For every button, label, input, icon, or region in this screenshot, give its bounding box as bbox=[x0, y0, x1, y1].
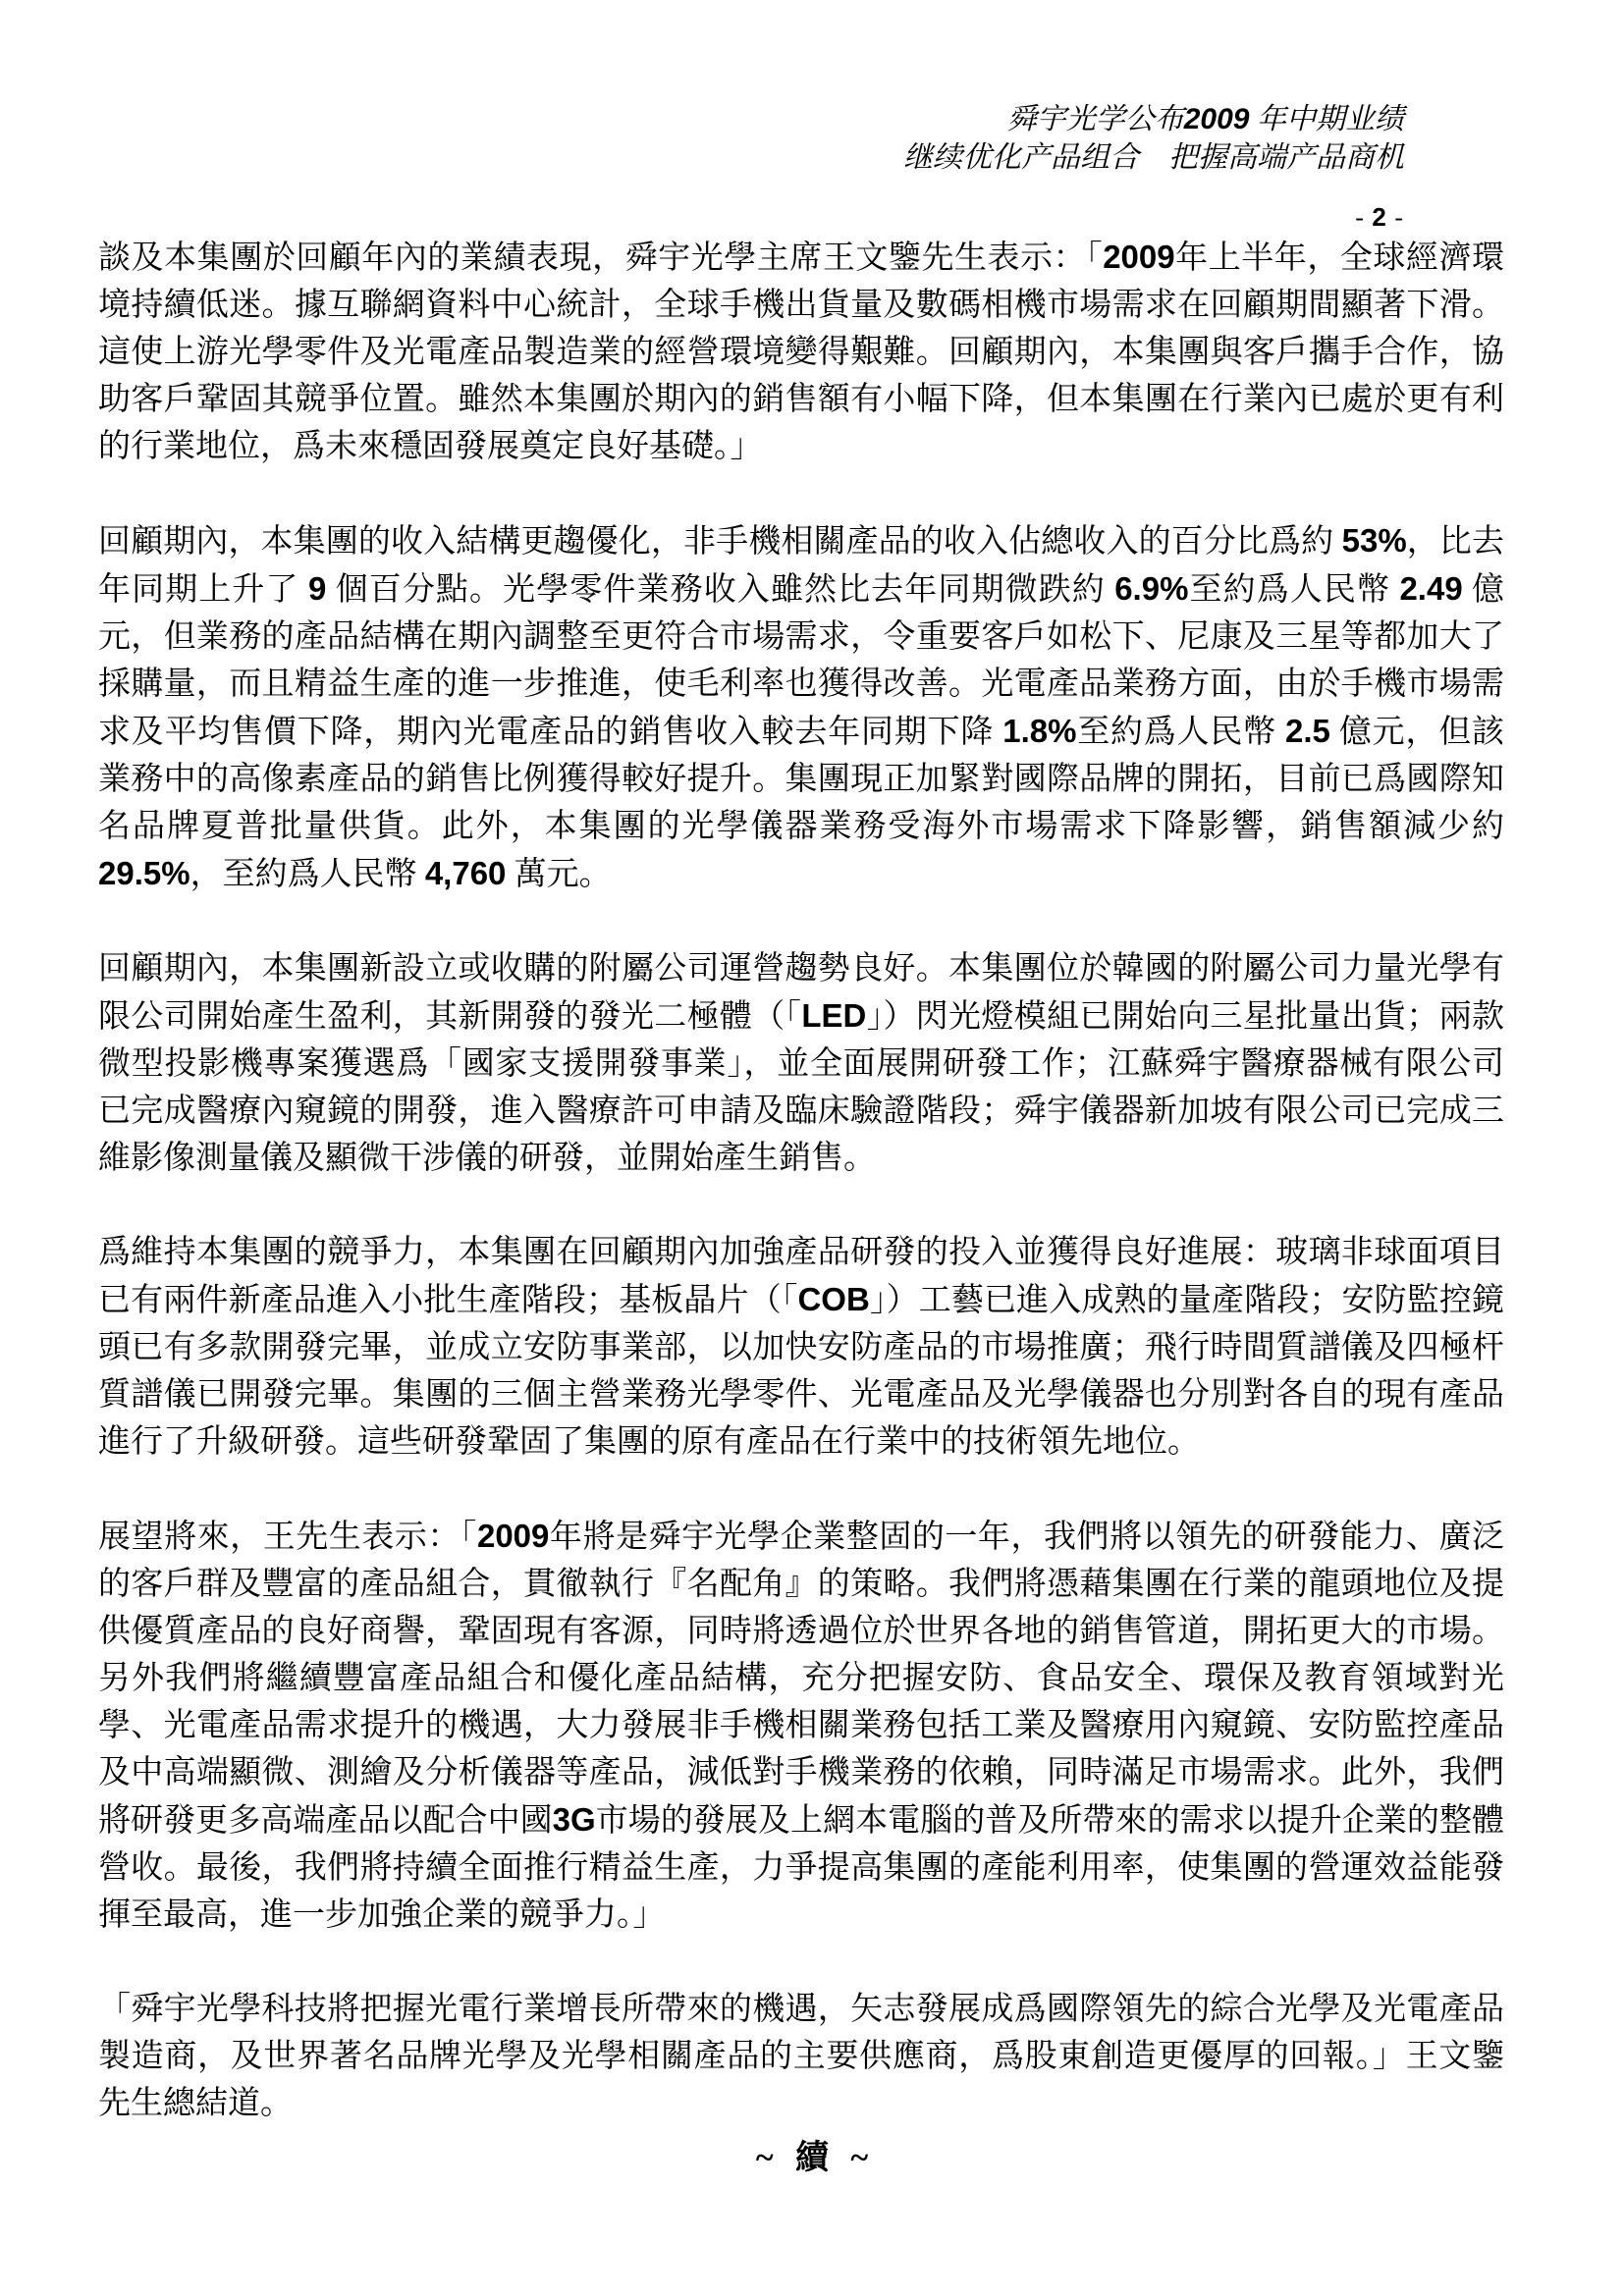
header-title-line2: 继续优化产品组合 把握高端产品商机 bbox=[903, 141, 1404, 174]
latin-text: 3G bbox=[552, 1801, 596, 1838]
latin-text: 2.49 bbox=[1399, 570, 1463, 607]
latin-text: 53% bbox=[1341, 522, 1407, 559]
header-title-line1: 舜宇光学公布2009 年中期业绩 bbox=[1006, 103, 1404, 135]
latin-text: 2009 bbox=[476, 1518, 550, 1554]
latin-text: 2009 bbox=[1103, 239, 1175, 275]
latin-text: 9 bbox=[307, 570, 327, 607]
latin-text: 1.8% bbox=[1002, 713, 1077, 749]
paragraph: 「舜宇光學科技將把握光電行業增長所帶來的機遇，矢志發展成爲國際領先的綜合光學及光電產品製造商，及世界著名品牌光學及光學相關產品的主要供應商，爲股東創造更優厚的回報。」王文鑒先生總結道。 bbox=[98, 1992, 1504, 2121]
paragraph: 回顧期內，本集團新設立或收購的附屬公司運營趨勢良好。本集團位於韓國的附屬公司力量光學有限公司開始產生盈利，其新開發的發光二極體（「LED」）閃光燈模組已開始向三星批量出貨；兩款微型投影機專案獲選爲「國家支援開發事業」，並全面展開研發工作；江蘇舜宇醫療器械有限公司已完成醫療內窺鏡的開發，進入醫療許可申請及臨床驗證階段；舜宇儀器新加坡有限公司已完成三維影像測量儀及顯微干涉儀的研發，並開始產生銷售。 bbox=[98, 951, 1505, 1176]
page-number: - 2 - bbox=[1355, 202, 1404, 232]
latin-text: 2009 bbox=[1183, 103, 1250, 135]
latin-text: 2.5 bbox=[1284, 713, 1330, 749]
paragraph: 談及本集團於回顧年內的業績表現，舜宇光學主席王文鑒先生表示：「2009年上半年，全球經濟環境持續低迷。據互聯網資料中心統計，全球手機出貨量及數碼相機市場需求在回顧期間顯著下滑。這使上游光學零件及光電產品製造業的經營環境變得艱難。回顧期內，本集團與客戶攜手合作，協助客戶鞏固其競爭位置。雖然本集團於期內的銷售額有小幅下降，但本集團在行業內已處於更有利的行業地位，爲未來穩固發展奠定良好基礎。」 bbox=[98, 239, 1505, 464]
paragraph: 回顧期內，本集團的收入結構更趨優化，非手機相關產品的收入佔總收入的百分比爲約 53%，比去年同期上升了 9 個百分點。光學零件業務收入雖然比去年同期微跌約 6.9%至約爲人民幣 2.49 億元，但業務的產品結構在期內調整至更符合市場需求，令重要客戶如松下、尼康及三星等都加大了採購量，而且精益生產的進一步推進，使毛利率也獲得改善。光電產品業務方面，由於手機市場需求及平均售價下降，期內光電產品的銷售收入較去年同期下降 1.8%至約爲人民幣 2.5 億元，但該業務中的高像素產品的銷售比例獲得較好提升。集團現正加緊對國際品牌的開拓，目前已爲國際知名品牌夏普批量供貨。此外，本集團的光學儀器業務受海外市場需求下降影響，銷售額減少約 29.5%，至約爲人民幣 4,760 萬元。 bbox=[98, 522, 1505, 892]
paragraph: 爲維持本集團的競爭力，本集團在回顧期內加強產品研發的投入並獲得良好進展：玻璃非球面項目已有兩件新產品進入小批生產階段；基板晶片（「COB」）工藝已進入成熟的量產階段；安防監控鏡頭已有多款開發完畢，並成立安防事業部，以加快安防產品的市場推廣；飛行時間質譜儀及四極杆質譜儀已開發完畢。集團的三個主營業務光學零件、光電產品及光學儀器也分別對各自的現有產品進行了升級研發。這些研發鞏固了集團的原有產品在行業中的技術領先地位。 bbox=[98, 1235, 1505, 1460]
footer-continued-marker: ~ 續 ~ bbox=[755, 2140, 869, 2176]
latin-text: 4,760 bbox=[424, 855, 507, 891]
latin-text: LED bbox=[801, 997, 867, 1034]
latin-text: COB bbox=[797, 1281, 870, 1317]
paragraph: 展望將來，王先生表示：「2009年將是舜宇光學企業整固的一年，我們將以領先的研發能力、廣泛的客戶群及豐富的產品組合，貫徹執行『名配角』的策略。我們將憑藉集團在行業的龍頭地位及提供優質產品的良好商譽，鞏固現有客源，同時將透過位於世界各地的銷售管道，開拓更大的市場。另外我們將繼續豐富產品組合和優化產品結構，充分把握安防、食品安全、環保及教育領域對光學、光電產品需求提升的機遇，大力發展非手機相關業務包括工業及醫療用內窺鏡、安防監控產品及中高端顯微、測繪及分析儀器等產品，減低對手機業務的依賴，同時滿足市場需求。此外，我們將研發更多高端產品以配合中國3G市場的發展及上網本電腦的普及所帶來的需求以提升企業的整體營收。最後，我們將持續全面推行精益生產，力爭提高集團的產能利用率，使集團的營運效益能發揮至最高，進一步加強企業的競爭力。」 bbox=[98, 1518, 1505, 1933]
document-header bbox=[903, 100, 1404, 237]
latin-text: 29.5% bbox=[98, 855, 190, 891]
latin-text: 6.9% bbox=[1114, 570, 1189, 607]
latin-text: 2 bbox=[1372, 202, 1387, 232]
document-body bbox=[98, 234, 1504, 2174]
